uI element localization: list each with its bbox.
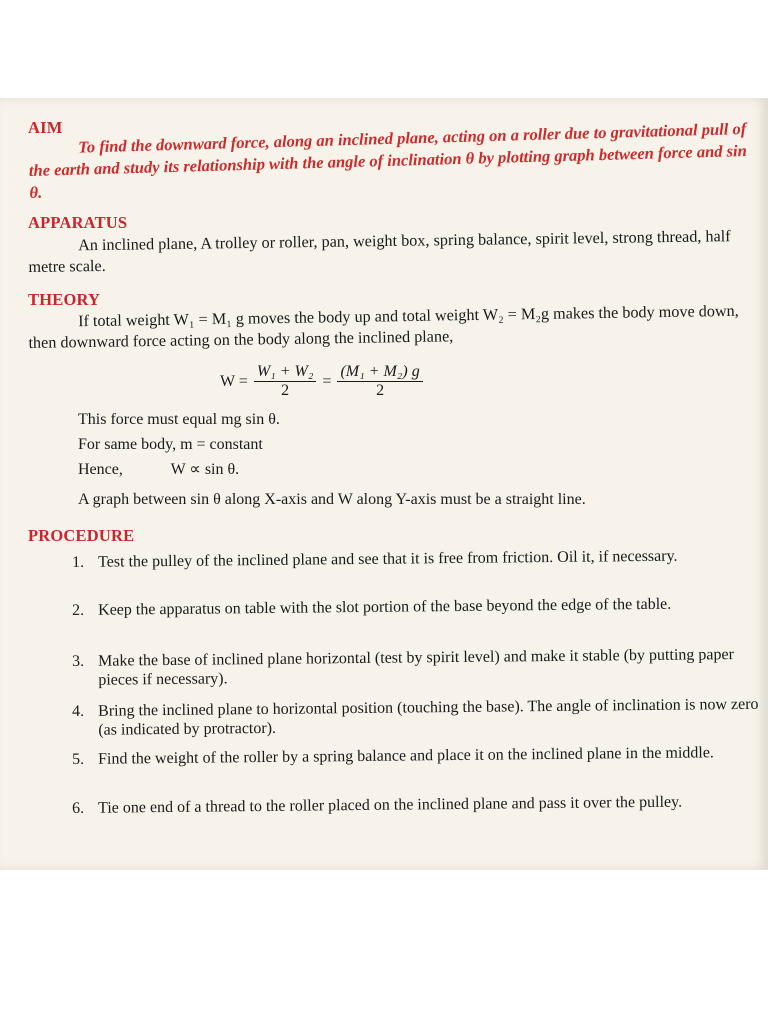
step-text: Keep the apparatus on table with the slot portion of the base beyond the edge of the table. xyxy=(98,595,672,619)
theory-heading: THEORY xyxy=(28,290,101,309)
aim-heading: AIM xyxy=(28,118,63,137)
step-number: 4. xyxy=(72,702,85,720)
procedure-step xyxy=(72,546,762,572)
fraction-weights-numerator: W₁ + W₂ xyxy=(254,363,317,382)
theory-line-3 xyxy=(78,460,239,480)
step-text: Find the weight of the roller by a spring balance and place it on the inclined plane in the middle. xyxy=(98,744,714,768)
step-text: Bring the inclined plane to horizontal position (touching the base). The angle of inclination is now zero (as indicated by protractor). xyxy=(98,695,759,739)
step-number: 1. xyxy=(72,553,85,571)
step-text: Test the pulley of the inclined plane and see that it is free from friction. Oil it, if necessary. xyxy=(98,547,678,571)
book-page xyxy=(0,98,768,870)
fraction-masses xyxy=(337,363,422,400)
procedure-step xyxy=(72,743,762,769)
apparatus-heading: APPARATUS xyxy=(28,213,128,232)
proportionality-statement: W ∝ sin θ. xyxy=(170,461,240,478)
fraction-masses-denominator: 2 xyxy=(376,382,385,399)
procedure-step xyxy=(72,792,762,818)
procedure-step xyxy=(72,695,762,740)
procedure-step xyxy=(72,594,762,620)
procedure-step xyxy=(72,645,762,690)
theory-line-2: For same body, m = constant xyxy=(78,436,263,453)
procedure-heading: PROCEDURE xyxy=(28,526,135,545)
formula-lhs: W = xyxy=(220,372,248,390)
step-text: Make the base of inclined plane horizontal (test by spirit level) and make it stable (by putting paper pieces if necessary). xyxy=(98,646,734,689)
fraction-weights xyxy=(254,363,317,400)
formula-equals: = xyxy=(322,372,332,390)
step-number: 6. xyxy=(72,799,85,817)
step-number: 2. xyxy=(72,601,85,619)
force-formula xyxy=(220,363,423,400)
theory-line-1: This force must equal mg sin θ. xyxy=(78,411,280,428)
fraction-weights-denominator: 2 xyxy=(281,382,290,399)
aim-text: To find the downward force, along an inclined plane, acting on a roller due to gravitational pull of the earth and study its relationship with the angle of inclination θ by plotting graph between force and sin θ. xyxy=(28,118,748,202)
step-number: 5. xyxy=(72,750,85,768)
fraction-masses-numerator: (M₁ + M₂) g xyxy=(337,363,422,382)
apparatus-text: An inclined plane, A trolley or roller, pan, weight box, spring balance, spirit level, strong thread, half metre scale. xyxy=(28,227,731,276)
step-number: 3. xyxy=(72,652,85,670)
theory-text: If total weight W₁ = M₁ g moves the body up and total weight W₂ = M₂g makes the body move down, then downward force acting on the body along the inclined plane, xyxy=(28,301,739,352)
step-text: Tie one end of a thread to the roller placed on the inclined plane and pass it over the pulley. xyxy=(98,793,683,817)
theory-line-3-label: Hence, xyxy=(78,461,123,478)
theory-line-4: A graph between sin θ along X-axis and W along Y-axis must be a straight line. xyxy=(78,491,586,508)
